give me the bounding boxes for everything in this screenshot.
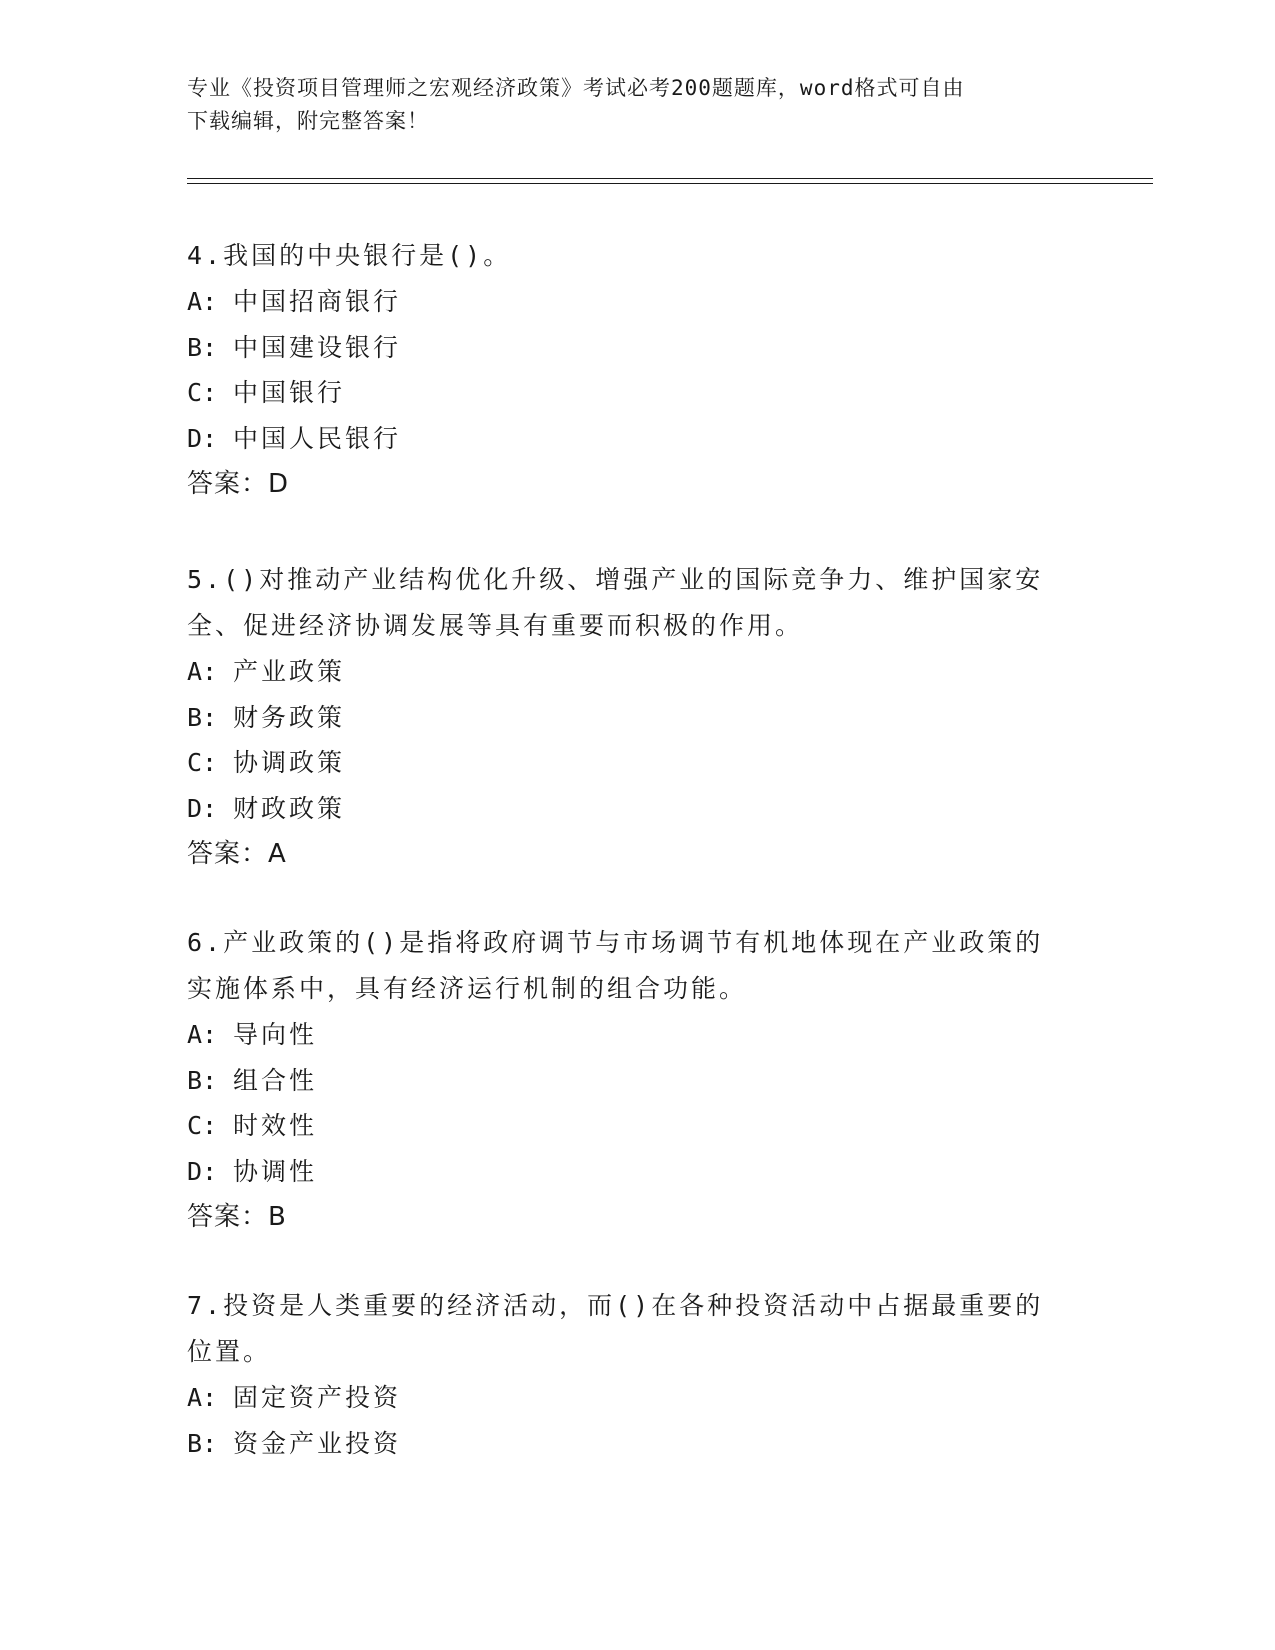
option-d bbox=[187, 786, 1067, 832]
option-letter: B: bbox=[187, 1428, 218, 1458]
header-divider-bottom bbox=[187, 183, 1153, 184]
question-number: 5. bbox=[187, 565, 224, 594]
option-a bbox=[187, 649, 1067, 695]
option-d bbox=[187, 1149, 1067, 1195]
stem-line: 我国的中央银行是()。 bbox=[223, 241, 512, 270]
option-text: 中国人民银行 bbox=[233, 423, 402, 453]
question-number: 6. bbox=[187, 928, 224, 957]
option-letter: C: bbox=[187, 1111, 218, 1140]
option-text: 中国银行 bbox=[233, 378, 346, 407]
stem-line: ()对推动产业结构优化升级、增强产业的国际竞争力、维护国家安 bbox=[223, 565, 1044, 594]
option-letter: D: bbox=[187, 423, 218, 453]
option-d bbox=[187, 416, 1067, 462]
option-text: 协调性 bbox=[233, 1156, 318, 1186]
question-stem-continued bbox=[187, 966, 1067, 1012]
option-text: 时效性 bbox=[233, 1111, 318, 1140]
option-text: 中国建设银行 bbox=[233, 332, 402, 362]
stem-line: 实施体系中，具有经济运行机制的组合功能。 bbox=[187, 974, 748, 1003]
question-stem bbox=[187, 920, 1067, 966]
option-text: 组合性 bbox=[233, 1065, 318, 1095]
option-b bbox=[187, 325, 1067, 371]
stem-line: 投资是人类重要的经济活动，而()在各种投资活动中占据最重要的 bbox=[223, 1291, 1044, 1320]
option-letter: A: bbox=[187, 657, 218, 686]
header-line-1: 专业《投资项目管理师之宏观经济政策》考试必考200题题库，word格式可自由 bbox=[187, 76, 965, 100]
document-header bbox=[187, 72, 1067, 138]
header-divider-top bbox=[187, 178, 1153, 179]
question-stem bbox=[187, 1283, 1067, 1329]
option-a bbox=[187, 1012, 1067, 1058]
option-b bbox=[187, 1421, 1067, 1467]
option-text: 固定资产投资 bbox=[233, 1383, 402, 1412]
option-letter: B: bbox=[187, 332, 218, 362]
question-stem bbox=[187, 557, 1067, 603]
question-number: 7. bbox=[187, 1291, 224, 1320]
option-b bbox=[187, 1058, 1067, 1104]
option-c bbox=[187, 370, 1067, 416]
answer: 答案：A bbox=[187, 839, 287, 869]
option-letter: D: bbox=[187, 1156, 218, 1186]
question-number: 4. bbox=[187, 241, 224, 270]
stem-line: 位置。 bbox=[187, 1337, 272, 1366]
option-a bbox=[187, 279, 1067, 325]
option-a bbox=[187, 1375, 1067, 1421]
option-letter: A: bbox=[187, 1383, 218, 1412]
answer: 答案：D bbox=[187, 469, 290, 499]
option-b bbox=[187, 695, 1067, 741]
question-6 bbox=[187, 920, 1067, 1240]
option-text: 协调政策 bbox=[233, 748, 346, 777]
option-text: 产业政策 bbox=[233, 657, 346, 686]
answer: 答案：B bbox=[187, 1202, 287, 1232]
question-stem-continued bbox=[187, 603, 1067, 649]
option-text: 财政政策 bbox=[233, 793, 346, 823]
header-line-2: 下载编辑，附完整答案！ bbox=[187, 109, 429, 133]
option-c bbox=[187, 740, 1067, 786]
option-letter: D: bbox=[187, 793, 218, 823]
stem-line: 全、促进经济协调发展等具有重要而积极的作用。 bbox=[187, 611, 804, 640]
question-4 bbox=[187, 233, 1067, 507]
option-letter: C: bbox=[187, 748, 218, 777]
stem-line: 产业政策的()是指将政府调节与市场调节有机地体现在产业政策的 bbox=[223, 928, 1044, 957]
option-text: 财务政策 bbox=[233, 702, 346, 732]
option-text: 导向性 bbox=[233, 1020, 318, 1049]
question-7 bbox=[187, 1283, 1067, 1466]
option-text: 中国招商银行 bbox=[233, 287, 402, 316]
option-letter: A: bbox=[187, 1020, 218, 1049]
option-letter: C: bbox=[187, 378, 218, 407]
option-c bbox=[187, 1103, 1067, 1149]
option-letter: B: bbox=[187, 1065, 218, 1095]
question-5 bbox=[187, 557, 1067, 877]
option-letter: B: bbox=[187, 702, 218, 732]
option-letter: A: bbox=[187, 287, 218, 316]
question-stem bbox=[187, 233, 1067, 279]
option-text: 资金产业投资 bbox=[233, 1428, 402, 1458]
question-stem-continued bbox=[187, 1329, 1067, 1375]
